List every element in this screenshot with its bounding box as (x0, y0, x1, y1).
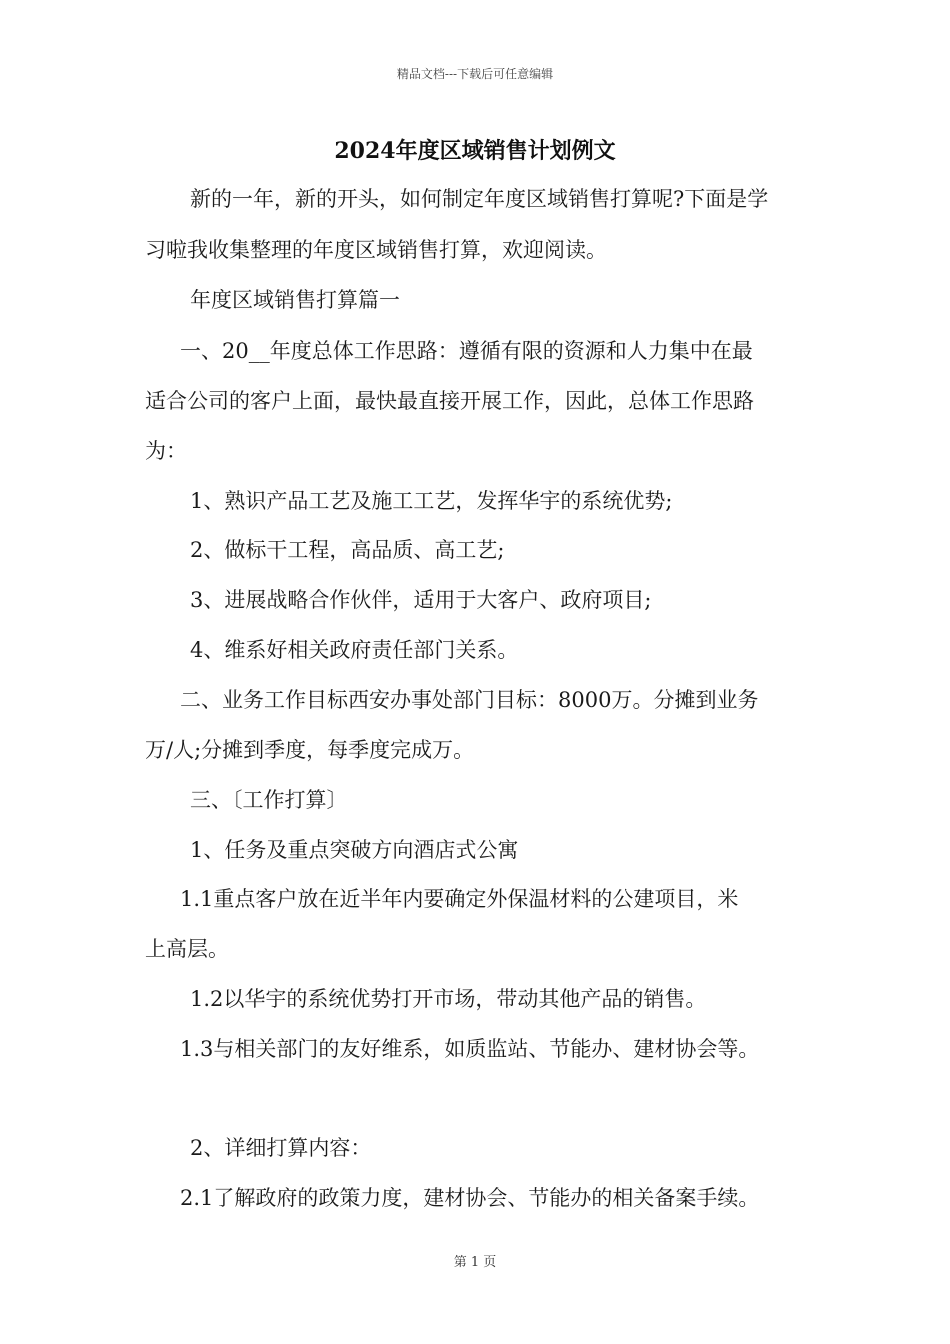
section-heading-1: 年度区域销售打算篇一 (190, 288, 400, 312)
list-item-2: 2、做标干工程，高品质、高工艺; (190, 538, 505, 562)
page-number: 第 1 页 (453, 1255, 497, 1270)
sub-item-1-2: 1.2以华宇的系统优势打开市场，带动其他产品的销售。 (190, 987, 707, 1011)
header-note: 精品文档---下载后可任意编辑 (396, 67, 554, 81)
list-item-task: 1、任务及重点突破方向酒店式公寓 (190, 838, 519, 862)
body-line-6: 为： (145, 439, 187, 463)
body-line-12: 万/人;分摊到季度，每季度完成万。 (145, 738, 475, 762)
body-line-11: 二、业务工作目标西安办事处部门目标：8000万。分摊到业务 (180, 688, 759, 712)
section-heading-3: 三、〔工作打算〕 (190, 788, 348, 812)
list-item-3: 3、进展战略合作伙伴，适用于大客户、政府项目; (190, 588, 652, 612)
document-title: 2024年度区域销售计划例文 (334, 138, 616, 164)
list-item-detail: 2、详细打算内容： (190, 1136, 372, 1160)
body-line-2: 习啦我收集整理的年度区域销售打算，欢迎阅读。 (145, 238, 607, 262)
list-item-1: 1、熟识产品工艺及施工工艺，发挥华宇的系统优势; (190, 489, 673, 513)
body-line-4: 一、20__年度总体工作思路：遵循有限的资源和人力集中在最 (180, 339, 753, 363)
sub-item-1-1-cont: 上高层。 (145, 937, 229, 961)
sub-item-1-3: 1.3与相关部门的友好维系，如质监站、节能办、建材协会等。 (180, 1037, 760, 1061)
sub-item-2-1: 2.1了解政府的政策力度，建材协会、节能办的相关备案手续。 (180, 1186, 760, 1210)
list-item-4: 4、维系好相关政府责任部门关系。 (190, 638, 519, 662)
sub-item-1-1: 1.1重点客户放在近半年内要确定外保温材料的公建项目，米 (180, 887, 739, 911)
body-line-1: 新的一年，新的开头，如何制定年度区域销售打算呢?下面是学 (190, 187, 769, 211)
body-line-5: 适合公司的客户上面，最快最直接开展工作，因此，总体工作思路 (145, 389, 754, 413)
